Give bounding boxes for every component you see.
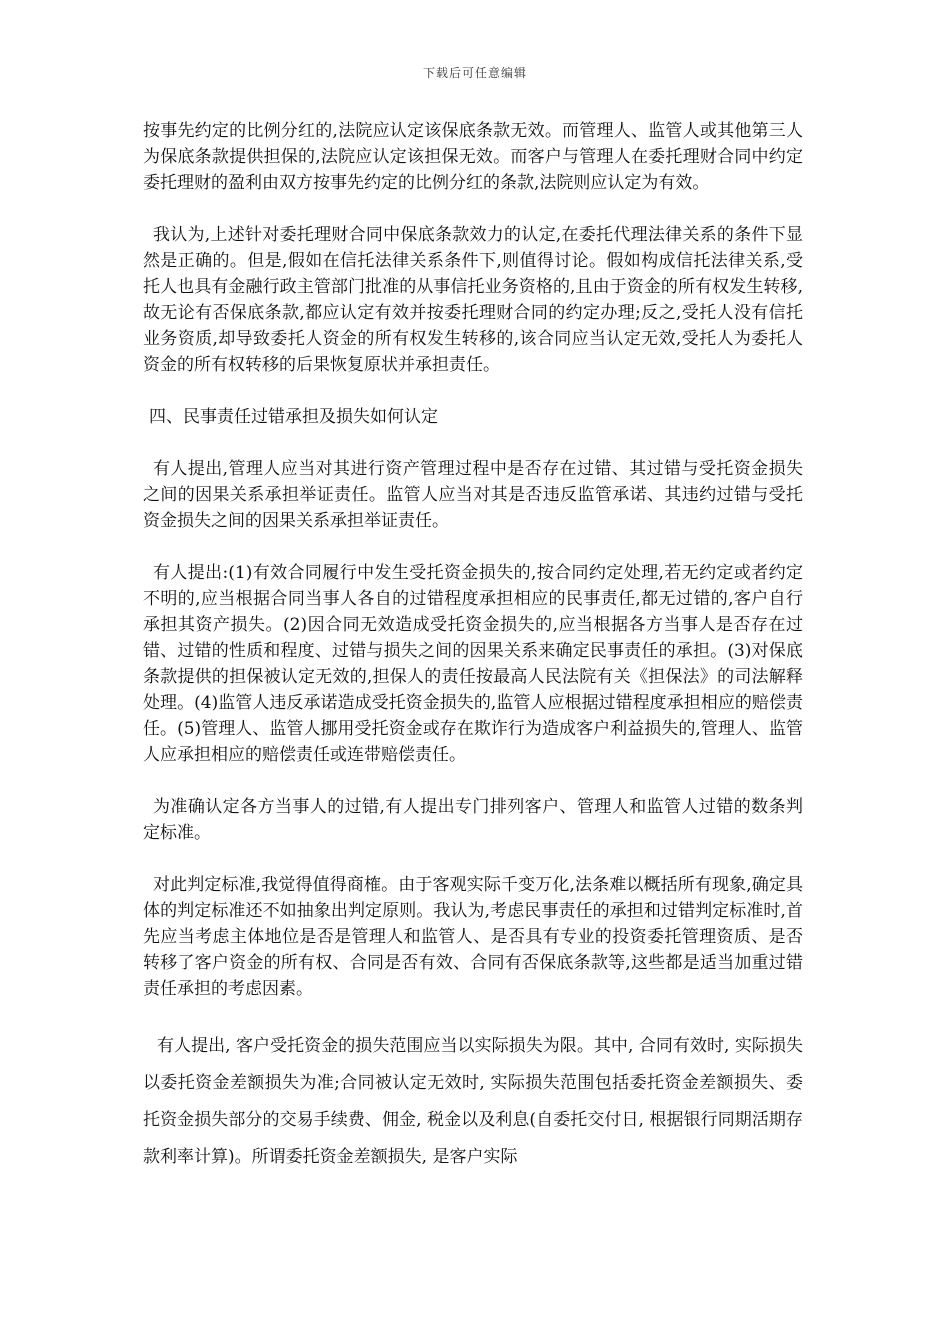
paragraph-5: 为准确认定各方当事人的过错,有人提出专门排列客户、管理人和监管人过错的数条判定标准。	[143, 797, 803, 843]
paragraph-1: 按事先约定的比例分红的,法院应认定该保底条款无效。而管理人、监管人或其他第三人为保底条款提供担保的,法院应认定该担保无效。而客户与管理人在委托理财合同中约定委托理财的盈利由双方按事先约定的比例分红的条款,法院则应认定为有效。	[143, 121, 803, 193]
document-body	[143, 118, 803, 1202]
paragraph-2: 我认为,上述针对委托理财合同中保底条款效力的认定,在委托代理法律关系的条件下显然是正确的。但是,假如在信托法律关系条件下,则值得讨论。假如构成信托法律关系,受托人也具有金融行政主管部门批准的从事信托业务资格的,且由于资金的所有权发生转移,故无论有否保底条款,都应认定有效并按委托理财合同的约定办理;反之,受托人没有信托业务资质,却导致委托人资金的所有权发生转移的,该合同应当认定无效,受托人为委托人资金的所有权转移的后果恢复原状并承担责任。	[143, 225, 803, 375]
paragraph-4: 有人提出:(1)有效合同履行中发生受托资金损失的,按合同约定处理,若无约定或者约定不明的,应当根据合同当事人各自的过错程度承担相应的民事责任,都无过错的,客户自行承担其资产损失。(2)因合同无效造成受托资金损失的,应当根据各方当事人是否存在过错、过错的性质和程度、过错与损失之间的因果关系来确定民事责任的承担。(3)对保底条款提供的担保被认定无效的,担保人的责任按最高人民法院有关《担保法》的司法解释处理。(4)监管人违反承诺造成受托资金损失的,监管人应根据过错程度承担相应的赔偿责任。(5)管理人、监管人挪用受托资金或存在欺诈行为造成客户利益损失的,管理人、监管人应承担相应的赔偿责任或连带赔偿责任。	[143, 563, 803, 765]
section-heading: 四、民事责任过错承担及损失如何认定	[149, 407, 438, 427]
page-header: 下载后可任意编辑	[422, 66, 527, 80]
paragraph-6: 对此判定标准,我觉得值得商榷。由于客观实际千变万化,法条难以概括所有现象,确定具体的判定标准还不如抽象出判定原则。我认为,考虑民事责任的承担和过错判定标准时,首先应当考虑主体地位是否是管理人和监管人、是否具有专业的投资委托管理资质、是否转移了客户资金的所有权、合同是否有效、合同有否保底条款等,这些都是适当加重过错责任承担的考虑因素。	[143, 875, 803, 999]
paragraph-3: 有人提出,管理人应当对其进行资产管理过程中是否存在过错、其过错与受托资金损失之间的因果关系承担举证责任。监管人应当对其是否违反监管承诺、其违约过错与受托资金损失之间的因果关系承担举证责任。	[143, 459, 803, 531]
paragraph-7: 有人提出, 客户受托资金的损失范围应当以实际损失为限。其中, 合同有效时, 实际损失以委托资金差额损失为准;合同被认定无效时, 实际损失范围包括委托资金差额损失、委托资金损失部分的交易手续费、佣金, 税金以及利息(自委托交付日, 根据银行同期活期存款利率计算)。所谓委托资金差额损失, 是客户实际	[143, 1036, 803, 1167]
